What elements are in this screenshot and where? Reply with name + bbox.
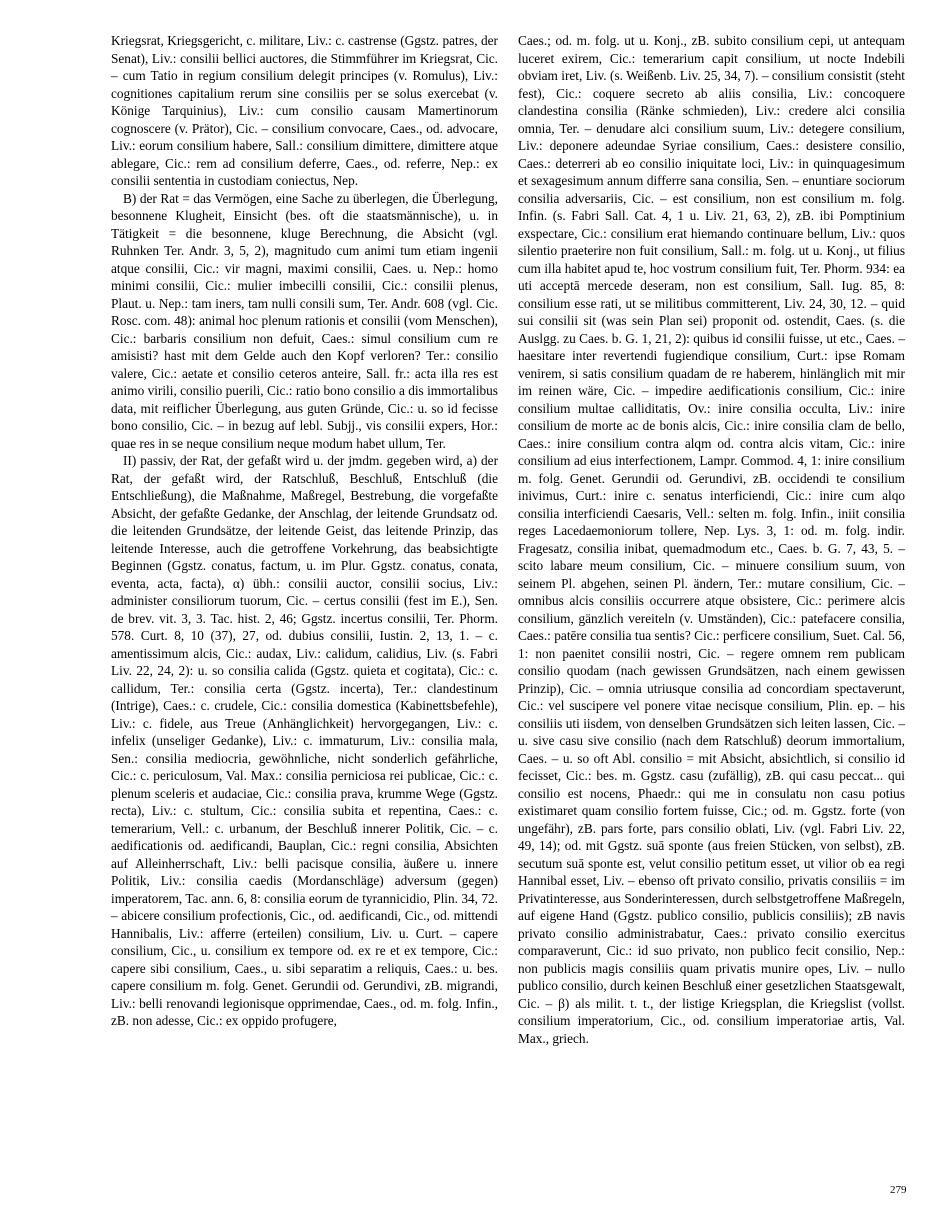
- paragraph: Caes.; od. m. folg. ut u. Konj., zB. subito consilium cepi, ut antequam luceret exirem, Cic.: temerarium capit consilium, ut nocte Indebili obviam iret, Liv. (s. Weißenb. Liv. 25, 34, 7). – consilium consistit (steht fest), Cic.: coquere secreto ab aliis consilia, Liv.: concoquere clandestina consilia (Ränke schmieden), Liv.: credere alci consilia omnia, Ter. – denudare alci consilium suum, Liv.: detegere consilium, Liv.: deponere adeundae Syriae consilium, Caes.: desistere consilio, Caes.: deterreri ab eo consilio iniquitate loci, Liv.: in quinquagesimum et sexagesimum annum differre sana consilia, Sen. – enuntiare sociorum consilia adversariis, Cic. – est consilium, non est consilium m. folg. Infin. (s. Fabri Sall. Cat. 4, 1 u. Liv. 21, 63, 2), zB. ibi Pomptinium exspectare, Cic.: consilium erat hiemando continuare bellum, Liv.: quos silentio praeterire non fuit consilium, Sall.: m. folg. ut u. Konj., ut filius cum illa habitet apud te, hoc vostrum consilium fuit, Ter. Phorm. 934: ea uti acceptā mercede deseram, non est consilium, Sall. Iug. 85, 8: consilium esse rati, ut se militibus committerent, Liv. 24, 30, 12. – quid sui consilii sit (was sein Plan sei) proponit od. ostendit, Caes. (s. die Auslgg. zu Caes. b. G. 1, 21, 2): quibus id consilii fuisse, ut etc., Caes. – haesitare inter revertendi fugiendique consilium, Curt.: ipse Romam venirem, si satis consilium quadam de re haberem, hinlänglich mit mir im reinen wäre, Cic. – impedire aedificationis consilium, Cic.: inire consilium multae calliditatis, Ov.: inire consilia occulta, Liv.: inire consilium de morte ac de bonis alcis, Cic.: inire consilia clam de bello, Caes.: inire consilium contra alqm od. contra alcis vitam, Cic.: inire consilium ad eius interfectionem, Lampr. Commod. 4, 1: inire consilium m. folg. Genet. Gerundii od. Gerundivi, zB. occidendi te consilium inivimus, Curt.: inire c. senatus interficiendi, Cic.: inire cum alqo consilia interficiendi Caesaris, Vell.: selten m. folg. Infin., iniit consilia reges Lacedaemoniorum tollere, Nep. Lys. 3, 1: od. m. folg. indir. Fragesatz, consilia inibat, quemadmodum etc., Caes. b. G. 7, 43, 5. – scito labare meum consilium, Cic. – minuere consilium suum, von seinem Pl. abgehen, seinen Pl. ändern, Ter.: mutare consilium, Cic. – omnibus alcis consiliis occurrere atque obsistere, Cic.: perimere alcis consilium, gänzlich vereiteln (v. Umständen), Cic.: patefacere consilia, Caes.: patēre consilia tua sentis? Cic.: perficere consilium, Suet. Cal. 56, 1: non paenitet consilii nostri, Cic. – regere omnem rem publicam consilio quodam (nach gewissen Grundsätzen, nach einem gewissen Prinzip), Cic. – omnia utriusque consilia ad concordiam spectaverunt, Cic.: vel suscipere vel ponere vitae necisque consilium, Plin. ep. – his consiliis uti iisdem, von denselben Grundsätzen sich leiten lassen, Cic. – u. sive casu sive consilio (nach dem Ratschluß) deorum immortalium, Caes. – u. so oft Abl. consilio = mit Absicht, absichtlich, si consilio id fecisset, Cic.: bes. m. Ggstz. casu (zufällig), zB. qui casu peccat... qui consilio est nocens, Phaedr.: qui me in consulatu non casu potius existimaret quam consilio fortem fuisse, Cic.; od. m. Ggstz. forte (von ungefähr), zB. pars forte, pars consilio oblati, Liv. (vgl. Fabri Liv. 22, 49, 14); od. mit Ggstz. suā sponte (aus freien Stücken, von selbst), zB. secutum suā sponte est, velut consilio petitum esset, ut vilior ob ea regi Hannibal esset, Liv. – ebenso oft privato consilio, privatis consiliis = im Privatinteresse, aus Sonderinteressen, durch selbstgetroffene Maßregeln, auf eigene Hand (Ggstz. publico consilio, publicis consiliis); zB navis privato consilio administrabatur, Caes.: privato consilio exercitus comparaverunt, Cic.: id suo privato, non publico fecit consilio, Nep.: non publicis magis consiliis quam privatis munire opes, Liv. – nullo publico consilio, durch keinen Beschluß einer gesetzlichen Staatsgewalt, Cic. – β) als milit. t. t., der listige Kriegsplan, die Kriegslist (vollst. consilium imperatorium, Cic., od. consilium imperatoriae artis, Val. Max., griech.: [518, 33, 905, 1046]
- paragraph: II) passiv, der Rat, der gefaßt wird u. der jmdm. gegeben wird, a) der Rat, der gefaßt wird, der Ratschluß, Beschluß, Entschluß (die Entschließung), die Maßnahme, Maßregel, Bestrebung, die vorgefaßte Absicht, der gefaßte Gedanke, der Anschlag, der leitende Grundsatz od. die leitenden Grundsätze, der leitende Geist, das leitende Prinzip, das leitende Interesse, auch die getroffene Vorkehrung, das beabsichtigte Beginnen (Ggstz. conatus, factum, u. im Plur. Ggstz. conatus, conata, eventa, acta, facta), α) übh.: consilii auctor, consilii socius, Liv.: administer consiliorum tuorum, Cic. – certus consilii (fest im E.), Sen. de brev. vit. 3, 3. Tac. hist. 2, 46; Ggstz. incertus consilii, Ter. Phorm. 578. Curt. 8, 10 (37), 27, od. dubius consilii, Iustin. 2, 13, 1. – c. amentissimum alcis, Cic.: audax, Liv.: calidum, calidius, Liv. (s. Fabri Liv. 22, 24, 2): u. so consilia calida (Ggstz. quieta et cogitata), Cic.: c. callidum, Ter.: consilia certa (Ggstz. incerta), Ter.: clandestinum (Intrige), Caes.: c. crudele, Cic.: consilia domestica (Kabinettsbefehle), Liv.: c. fidele, aus Treue (Anhänglichkeit) hervorgegangen, Liv.: c. infelix (unseliger Gedanke), Liv.: c. immaturum, Liv.: consilia mala, Sen.: consilia mediocria, gewöhnliche, nicht sonderlich gefährliche, Cic.: c. periculosum, Val. Max.: consilia perniciosa rei publicae, Cic.: c. plenum sceleris et audaciae, Cic.: consilia prava, krumme Wege (Ggstz. recta), Liv.: c. stultum, Cic.: consilia subita et repentina, Caes.: c. temerarium, Vell.: c. urbanum, der Beschluß innerer Politik, Cic. – c. aedificationis od. aedificandi, Bauplan, Cic.: regni consilia, Absichten auf Alleinherrschaft, Liv.: belli pacisque consilia, äußere u. innere Politik, Liv.: consilia caedis (Mordanschläge) adversum (gegen) imperatorem, Tac. ann. 6, 8: consilia eorum de tyrannicidio, Plin. 34, 72. – abicere consilium profectionis, Cic., od. aedificandi, Cic., od. mittendi Hannibalis, Liv.: afferre (erteilen) consilium, Liv. u. Curt. – capere consilium, Cic., u. consilium ex tempore od. ex re et ex tempore, Cic.: capere sibi consilium, Caes., u. sibi separatim a reliquis, Caes.: u. bes. capere consilium m. folg. Genet. Gerundii od. Gerundivi, zB. migrandi, Liv.: belli renovandi legionisque opprimendae, Caes., od. m. folg. Infin., zB. non adesse, Cic.: ex oppido profugere,: [111, 453, 498, 1028]
- page-number: 279: [890, 1184, 907, 1196]
- paragraph: Kriegsrat, Kriegsgericht, c. militare, Liv.: c. castrense (Ggstz. patres, der Senat), Liv.: consilii bellici auctores, die Stimmführer im Kriegsrat, Cic. – cum Tatio in regium consilium delegit principes (v. Romulus), Liv.: cognitiones capitalium rerum sine consiliis per se solus exercebat (v. Könige Tarquinius), Liv.: cum consilio causam Mamertinorum cognoscere (v. Prätor), Cic. – consilium convocare, Caes., od. advocare, Liv.: eorum consilium habere, Sall.: consilium dimittere, dimittere atque ablegare, Cic.: rem ad consilium deferre, Caes., od. referre, Nep.: ex consilii sententia in custodiam coniectus, Nep.: [111, 33, 498, 188]
- left-column: [111, 32, 498, 1030]
- right-column: [518, 32, 905, 1047]
- paragraph: B) der Rat = das Vermögen, eine Sache zu überlegen, die Überlegung, besonnene Klugheit, Einsicht (bes. oft die staatsmännische), u. in Tätigkeit = die besonnene, kluge Berechnung, die Absicht (vgl. Ruhnken Ter. Andr. 3, 5, 2), magnitudo cum animi tum etiam ingenii atque consilii, Cic.: vir magni, maximi consilii, Caes. u. Nep.: homo minimi consilii, Cic.: mulier imbecilli consilii, Cic.: consilii plenus, Plaut. u. Nep.: tam iners, tam nulli consili sum, Ter. Andr. 608 (vgl. Cic. Rosc. com. 48): animal hoc plenum rationis et consilii (vom Menschen), Cic.: barbaris consilium non defuit, Caes.: simul consilium cum re amisisti? hast mit dem Gelde auch den Kopf verloren? Ter.: consilio valere, Cic.: aetate et consilio ceteros anteire, Sall. fr.: acta illa res est animo virili, consilio puerili, Cic.: ratio bono consilio a dis immortalibus data, mit reiflicher Überlegung, aus guten Gründe, Cic.: u. so id fecisse bono consilio, Cic. – in bezug auf lebl. Subjj., vis consilii expers, Hor.: quae res in se neque consilium neque modum habet ullum, Ter.: [111, 190, 498, 451]
